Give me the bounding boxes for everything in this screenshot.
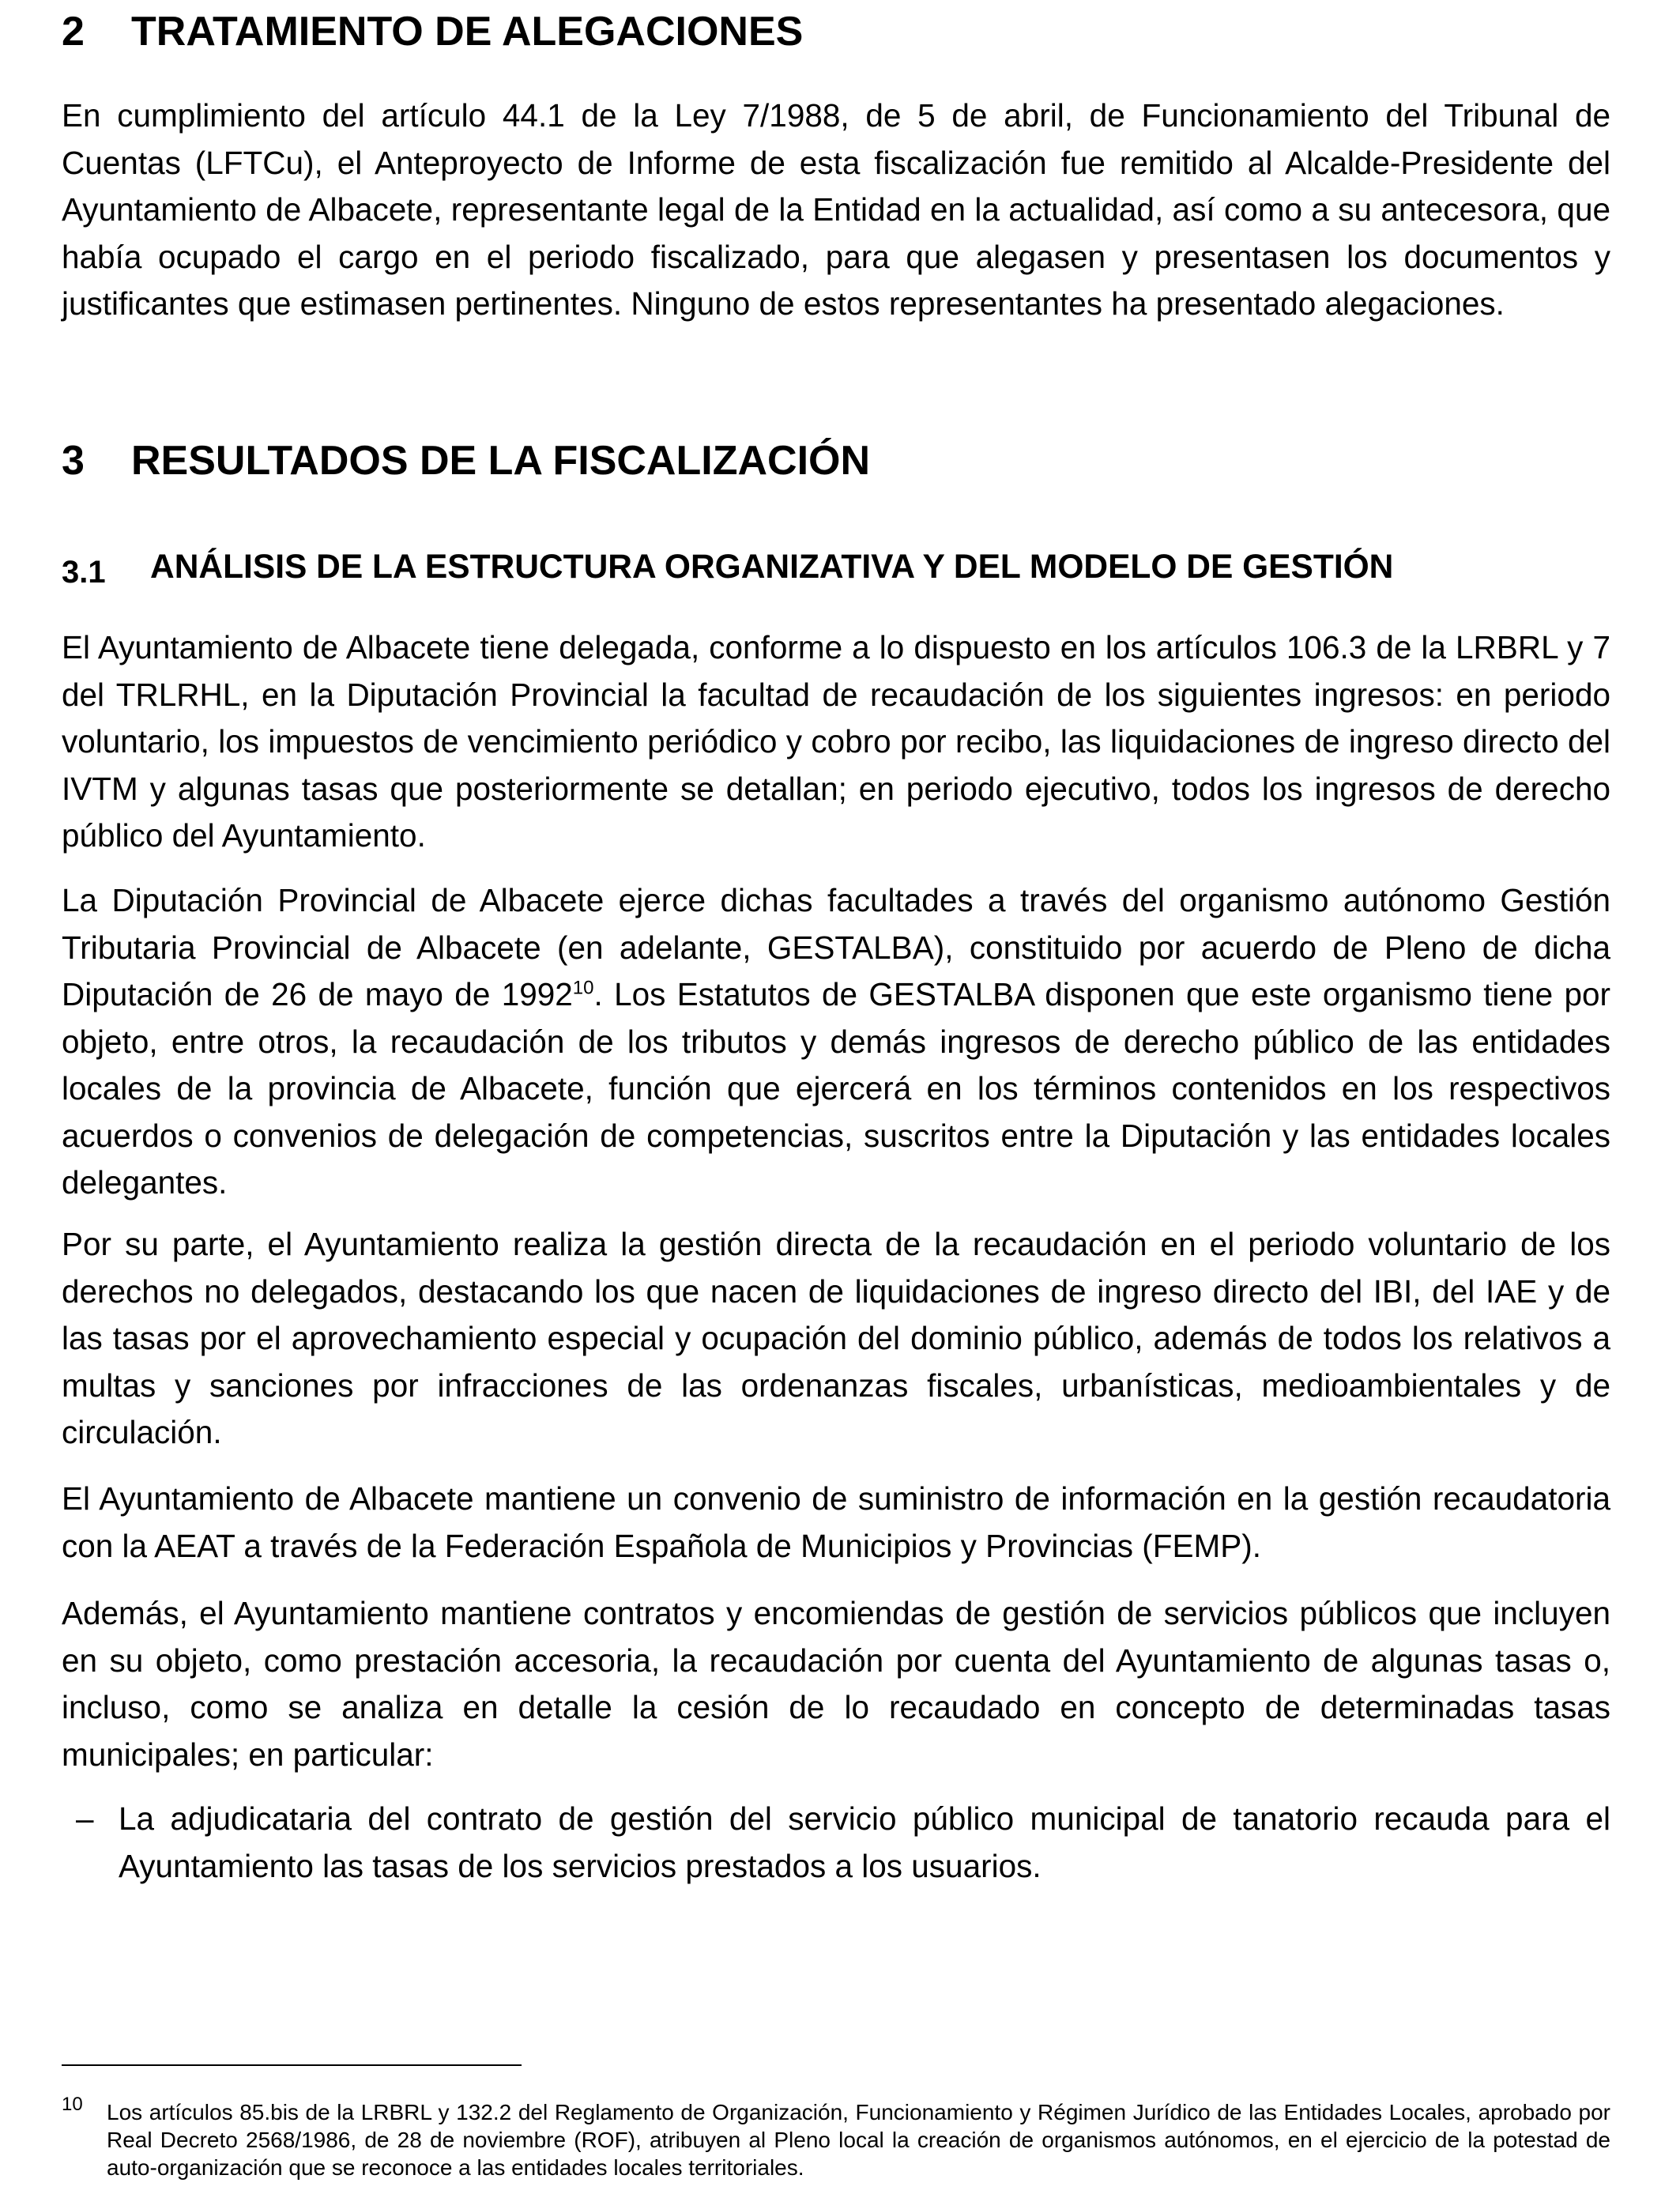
subsection-title: ANÁLISIS DE LA ESTRUCTURA ORGANIZATIVA Y DEL MODELO DE GESTIÓN [150, 548, 1394, 586]
section-title: RESULTADOS DE LA FISCALIZACIÓN [131, 438, 871, 484]
paragraph-aeat-agreement: El Ayuntamiento de Albacete mantiene un convenio de suministro de información en la gestión recaudatoria con la AEAT a través de la Federación Española de Municipios y Provincias (FEMP). [62, 1480, 1610, 1564]
section-3-heading [62, 437, 870, 484]
section-3-1-heading [62, 547, 1393, 588]
footnote-separator [62, 2064, 522, 2066]
footnote-reference[interactable]: 10 [572, 977, 594, 999]
paragraph-delegation: El Ayuntamiento de Albacete tiene delegada, conforme a lo dispuesto en los artículos 106.3 de la LRBRL y 7 del TRLRHL, en la Diputación Provincial la facultad de recaudación de los siguientes ingresos: en periodo voluntario, los impuestos de vencimiento periódico y cobro por recibo, las liquidaciones de ingreso directo del IVTM y algunas tasas que posteriormente se detallan; en periodo ejecutivo, todos los ingresos de derecho público del Ayuntamiento. [62, 629, 1610, 854]
paragraph-text: La Diputación Provincial de Albacete ejerce dichas facultades a través del organismo autónomo Gestión Tributaria Provincial de Albacete (en adelante, GESTALBA), constituido por acuerdo de Pleno de dicha Diputación de 26 de mayo de 1992 [62, 882, 1610, 1012]
section-title: TRATAMIENTO DE ALEGACIONES [131, 9, 804, 55]
paragraph-gestalba [62, 877, 1610, 1207]
footnote-number: 10 [62, 2094, 83, 2115]
section-2-heading [62, 8, 803, 55]
section-number: 3 [62, 438, 85, 484]
paragraph-contracts: Además, el Ayuntamiento mantiene contratos y encomiendas de gestión de servicios públicos que incluyen en su objeto, como prestación accesoria, la recaudación por cuenta del Ayuntamiento de algunas tasas o, incluso, como se analiza en detalle la cesión de lo recaudado en concepto de determinadas tasas municipales; en particular: [62, 1595, 1610, 1773]
section-number: 2 [62, 9, 85, 55]
footnote [62, 2094, 1610, 2181]
subsection-number: 3.1 [62, 555, 106, 590]
list-item-text: La adjudicataria del contrato de gestión del servicio público municipal de tanatorio recauda para el Ayuntamiento las tasas de los servicios prestados a los usuarios. [119, 1800, 1610, 1884]
section-2-paragraph: En cumplimiento del artículo 44.1 de la Ley 7/1988, de 5 de abril, de Funcionamiento del Tribunal de Cuentas (LFTCu), el Anteproyecto de Informe de esta fiscalización fue remitido al Alcalde-Presidente del Ayuntamiento de Albacete, representante legal de la Entidad en la actualidad, así como a su antecesora, que había ocupado el cargo en el periodo fiscalizado, para que alegasen y presentasen los documentos y justificantes que estimasen pertinentes. Ninguno de estos representantes ha presentado alegaciones. [62, 97, 1610, 322]
paragraph-direct-management: Por su parte, el Ayuntamiento realiza la gestión directa de la recaudación en el periodo voluntario de los derechos no delegados, destacando los que nacen de liquidaciones de ingreso directo del IBI, del IAE y de las tasas por el aprovechamiento especial y ocupación del dominio público, además de todos los relativos a multas y sanciones por infracciones de las ordenanzas fiscales, urbanísticas, medioambientales y de circulación. [62, 1226, 1610, 1450]
paragraph-text: . Los Estatutos de GESTALBA disponen que este organismo tiene por objeto, entre otros, la recaudación de los tributos y demás ingresos de derecho público de las entidades locales de la provincia de Albacete, función que ejercerá en los términos contenidos en los respectivos acuerdos o convenios de delegación de competencias, suscritos entre la Diputación y las entidades locales delegantes. [62, 976, 1610, 1201]
bullet-dash: – [76, 1800, 94, 1837]
list-item [62, 1796, 1610, 1890]
footnote-text: Los artículos 85.bis de la LRBRL y 132.2 del Reglamento de Organización, Funcionamiento y Régimen Jurídico de las Entidades Locales, aprobado por Real Decreto 2568/1986, de 28 de noviembre (ROF), atribuyen al Pleno local la creación de organismos autónomos, en el ejercicio de la potestad de auto-organización que se reconoce a las entidades locales territoriales. [107, 2100, 1610, 2180]
